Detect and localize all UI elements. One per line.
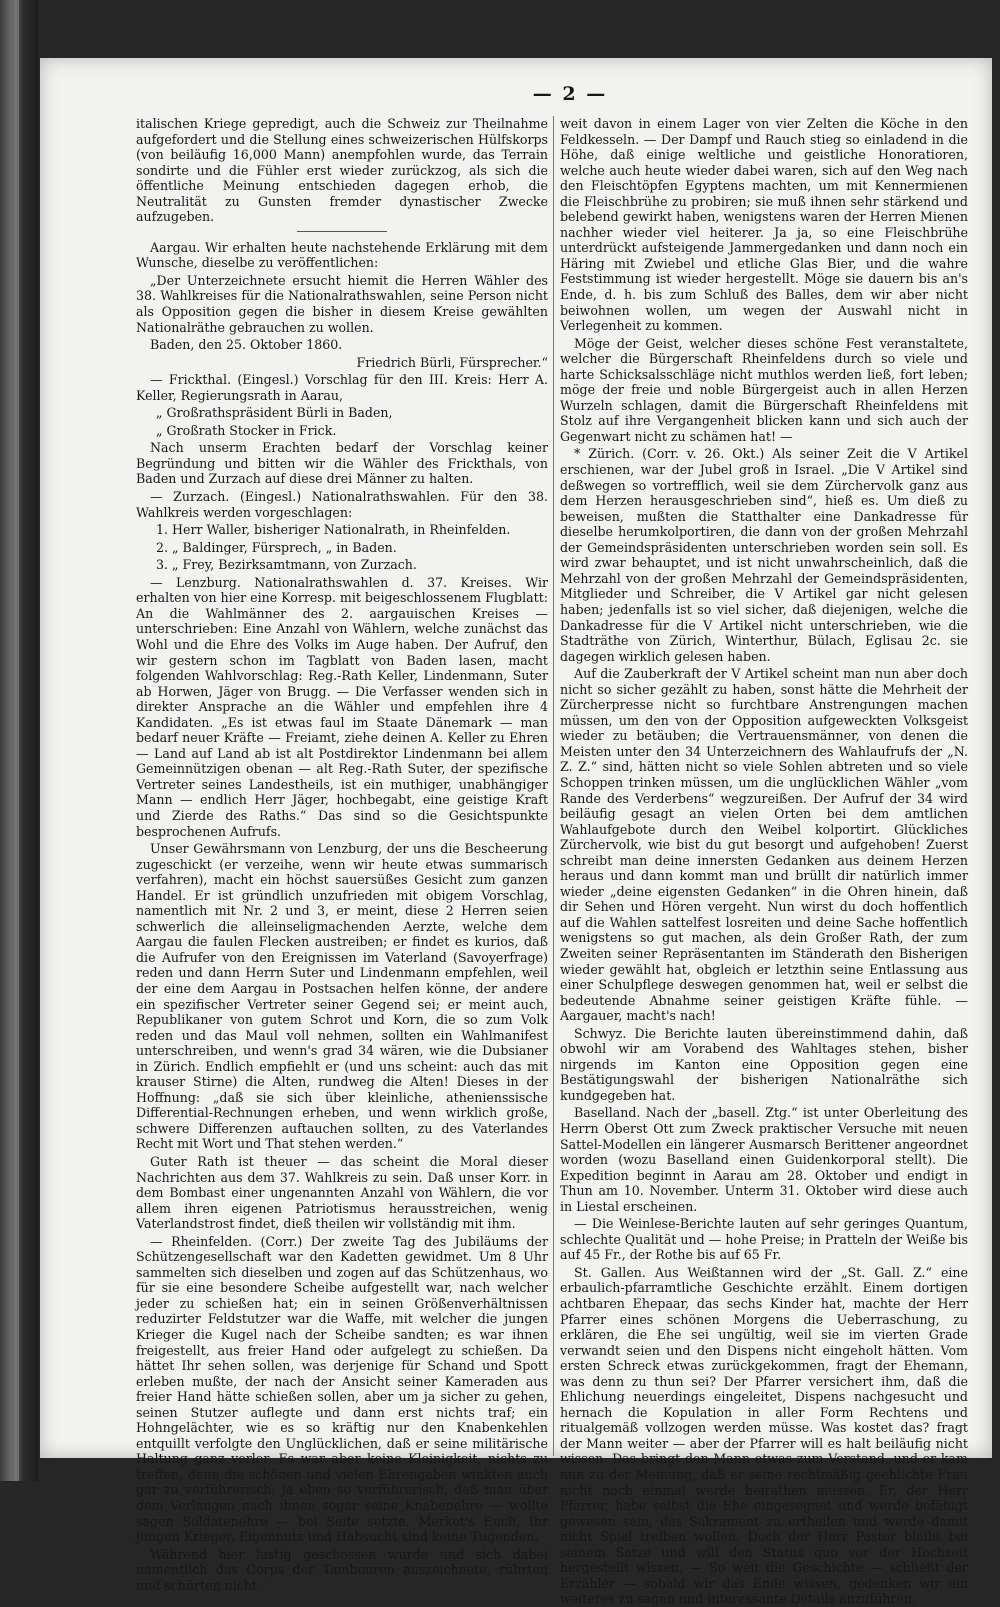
paragraph: Schwyz. Die Berichte lauten übereinstimmend dahin, daß obwohl wir am Vorabend des Wahltages stehen, bisher nirgends im Kanton eine Opposition gegen eine Bestätigungswahl der bisherigen Nationalräthe sich kundgegeben hat. [560, 1025, 968, 1103]
signature-line: Friedrich Bürli, Fürsprecher.“ [356, 354, 548, 370]
paragraph: * Zürich. (Corr. v. 26. Okt.) Als seiner Zeit die V Artikel erschienen, war der Jubel groß in Israel. „Die V Artikel sind deßwegen so vortrefflich, weil sie dem Zürchervolk ganz aus dem Herzen herausgeschrieben sind“, hieß es. Um dieß zu beweisen, mußten die Statthalter eine Dankadresse für dieselbe herumkolportiren, die dann von der großen Mehrzahl der Gemeindspräsidenten unterschrieben worden sein soll. Es wird zwar behauptet, und ist nicht unwahrscheinlich, daß die Mehrzahl von der großen Mehrzahl der Gemeindspräsidenten, Mitglieder und Schreiber, die V Artikel gar nicht gelesen haben; jedenfalls ist so viel sicher, daß diejenigen, welche die Dankadresse für die V Artikel nicht unterschrieben, wie die Stadträthe von Zürich, Winterthur, Bülach, Eglisau 2c. sie dagegen wirklich gelesen haben. [560, 446, 968, 664]
paragraph: Während hier lustig geschossen wurde und sich dabei namentlich das Corps der Tambouren auszeichnete, rührten und schürten nicht [136, 1546, 548, 1593]
paragraph: — Frickthal. (Eingesl.) Vorschlag für den III. Kreis: Herr A. Keller, Regierungsrath in Aarau, [136, 372, 548, 403]
paragraph: Baselland. Nach der „basell. Ztg.“ ist unter Oberleitung des Herrn Oberst Ott zum Zweck praktischer Versuche mit neuen Sattel-Modellen ein längerer Ausmarsch Berittener angeordnet worden (wozu Baselland einen Guidenkorporal stellt). Die Expedition beginnt in Aarau am 28. Oktober und endigt in Thun am 10. November. Unterm 31. Oktober wird diese auch in Liestal erscheinen. [560, 1105, 968, 1214]
paragraph: Baden, den 25. Oktober 1860. [150, 337, 343, 353]
column-rule [553, 116, 554, 1456]
paragraph: Aargau. Wir erhalten heute nachstehende Erklärung mit dem Wunsche, dieselbe zu veröffentlichen: [136, 239, 548, 271]
list-item: „ Großrath Stocker in Frick. [156, 422, 337, 438]
paragraph: „Der Unterzeichnete ersucht hiemit die Herren Wähler des 38. Wahlkreises für die Nationalrathswahlen, seine Person nicht als Opposition gegen die bisher in diesem Kreise gewählten Nationalräthe gebrauchen zu wollen. [136, 272, 548, 335]
paragraph: Auf die Zauberkraft der V Artikel scheint man nun aber doch nicht so sicher gezählt zu haben, sonst hätte die Mehrheit der Zürcherpresse nicht so furchtbare Anstrengungen machen müssen, um den von der Opposition aufgeweckten Volksgeist wieder zu betäuben; die Vertrauensmänner, von denen die Meisten unter den 34 Unterzeichnern des Wahlaufrufs der „N. Z. Z.“ sind, hätten nicht so viele Sohlen abtreten und so viele Schoppen trinken müssen, um die unglücklichen Wähler „vom Rande des Verderbens“ wegzureißen. Der Aufruf der 34 wird beiläufig gesagt an vielen Orten bei dem amtlichen Wahlaufgebote durch den Weibel kolportirt. Glückliches Zürchervolk, wie bist du gut besorgt und aufgehoben! Zuerst schreibt man deine innersten Gedanken aus deinem Herzen heraus und dann kommt man und brüllt dir natürlich immer wieder „deine eigensten Gedanken“ in die Ohren hinein, daß dir Sehen und Hören vergeht. Nun wirst du doch hoffentlich auf die Wahlen sattelfest losreiten und deine Sache hoffentlich wenigstens so gut machen, als dein Großer Rath, der zum Zweiten seiner Repräsentanten im Ständerath den Bisherigen wieder gewählt hat, obgleich er letzthin seine Entlassung aus einer Schulpflege deswegen genommen hat, weil er selbst die bedeutende Abnahme seiner geistigen Kräfte fühle. — Aargauer, macht's nach! [560, 666, 968, 1024]
paragraph: weit davon in einem Lager von vier Zelten die Köche in den Feldkesseln. — Der Dampf und Rauch stieg so einladend in die Höhe, daß einige weltliche und geistliche Honoratioren, welche auch heute wieder dabei waren, sich auf den Weg nach den Fleischtöpfen Egyptens machten, um mit Kennermienen die Fleischbrühe zu probiren; sie muß ihnen sehr stärkend und belebend gewirkt haben, wenigstens waren der Herren Mienen nachher wieder viel heiterer. Ja ja, so eine Fleischbrühe unterdrückt aufsteigende Jammergedanken und dann noch ein Häring mit Zwiebel und etliche Glas Bier, und die wahre Feststimmung ist wieder hergestellt. Möge sie dauern bis an's Ende, d. h. bis zum Schluß des Balles, dem wir aber nicht beiwohnen wollen, um wegen der Auswahl nicht in Verlegenheit zu kommen. [560, 116, 968, 334]
list-item: „ Großrathspräsident Bürli in Baden, [156, 405, 393, 421]
list-item: 2. „ Baldinger, Fürsprech, „ in Baden. [156, 539, 397, 555]
paragraph: Nach unserm Erachten bedarf der Vorschlag keiner Begründung und bitten wir die Wähler des Frickthals, von Baden und Zurzach auf diese drei Männer zu halten. [136, 440, 548, 487]
paragraph: — Lenzburg. Nationalrathswahlen d. 37. Kreises. Wir erhalten von hier eine Korresp. mit beigeschlossenem Flugblatt: An die Wahlmänner des 2. aargauischen Kreises — unterschrieben: Eine Anzahl von Wählern, welche zunächst das Wohl und die Ehre des Volks im Auge haben. Der Aufruf, den wir gestern schon im Tagblatt von Baden lasen, macht folgenden Wahlvorschlag: Reg.-Rath Keller, Lindenmann, Suter ab Horwen, Jäger von Brugg. — Die Verfasser wenden sich in direkter Ansprache an die Wähler und empfehlen ihre 4 Kandidaten. „Es ist etwas faul im Staate Dänemark — man bedarf neuer Kräfte — Freiamt, ziehe deinen A. Keller zu Ehren — Land auf Land ab ist alt Postdirektor Lindenmann bei allem Gemeinnützigen obenan — alt Reg.-Rath Suter, der spezifische Vertreter seines Landestheils, ist ein muthiger, unabhängiger Mann — endlich Herr Jäger, hochbegabt, eine geistige Kraft und Zierde des Raths.“ Das sind so die Gesichtspunkte besprochenen Aufrufs. [136, 574, 549, 839]
paragraph: — Zurzach. (Eingesl.) Nationalrathswahlen. Für den 38. Wahlkreis werden vorgeschlagen: [136, 489, 548, 520]
article-separator [297, 231, 387, 232]
right-column [560, 116, 968, 1607]
paragraph: Unser Gewährsmann von Lenzburg, der uns die Bescheerung zugeschickt (er verzeihe, wenn wir heute etwas summarisch verfahren), macht ein höchst sauersüßes Gesicht zum ganzen Handel. Er ist gründlich unzufrieden mit obigem Vorschlag, namentlich mit Nr. 2 und 3, er meint, diese 2 Herren seien schwerlich die alleinseligmachenden Aerzte, welche dem Aargau die faulen Flecken austreiben; er findet es kurios, daß die Aufrufer von den Ereignissen im Vaterland (Savoyerfrage) reden und dann Herrn Suter und Lindenmann empfehlen, weil der eine dem Aargau in Postsachen helfen könne, der andere ein spezifischer Vertreter seiner Gegend sei; er meint auch, Republikaner von gutem Schrot und Korn, die so zum Volk reden und das Maul voll nehmen, sollten ein Wahlmanifest unterschreiben, und wenn's grad 34 wären, wie die Dubsianer in Zürich. Endlich empfiehlt er (und uns scheint: auch das mit krauser Stirne) die Alten, rundweg die Alten! Dieses in der Hoffnung: „daß sie sich über kleinliche, athenienssische Differential-Rechnungen erheben, und wenn wirklich große, schwere Differenzen auftauchen sollten, zu des Vaterlandes Recht mit Wort und That stehen werden.“ [136, 841, 548, 1152]
paragraph: — Die Weinlese-Berichte lauten auf sehr geringes Quantum, schlechte Qualität und — hohe Preise; in Pratteln der Weiße bis auf 45 Fr., der Rothe bis auf 65 Fr. [560, 1216, 968, 1263]
list-item: 3. „ Frey, Bezirksamtmann, von Zurzach. [156, 557, 417, 573]
page-number: — 2 — [532, 83, 608, 105]
paragraph: italischen Kriege gepredigt, auch die Schweiz zur Theilnahme aufgefordert und die Stellung eines schweizerischen Hülfskorps (von beiläufig 16,000 Mann) anempfohlen wurde, das Terrain sondirte und die Fühler erst wieder zurückzog, als sich die öffentliche Meinung entschieden dagegen erhob, die Neutralität zu Gunsten fremder dynastischer Zwecke aufzugeben. [136, 116, 548, 225]
paragraph: Guter Rath ist theuer — das scheint die Moral dieser Nachrichten aus dem 37. Wahlkreis zu sein. Daß unser Korr. in dem Bombast einer ungenannten Anzahl von Wählern, die vor allem ihren eigenen Patriotismus herausstreichen, wenig Vaterlandstrost findet, dieß theilen wir vollständig mit ihm. [136, 1154, 548, 1232]
scan-border [0, 0, 38, 1481]
paragraph: Möge der Geist, welcher dieses schöne Fest veranstaltete, welcher die Bürgerschaft Rheinfeldens durch so viele und harte Schicksalsschläge nicht muthlos werden ließ, fort leben; möge der freie und noble Bürgergeist auch in allen Herzen Wurzeln schlagen, damit die Bürgerschaft Rheinfeldens mit Stolz auf ihre Vergangenheit blicken kann und sich auch der Gegenwart nicht zu schämen hat! — [560, 335, 968, 444]
paragraph: St. Gallen. Aus Weißtannen wird der „St. Gall. Z.“ eine erbaulich-pfarramtliche Geschichte erzählt. Einem dortigen achtbaren Ehepaar, das sechs Kinder hat, machte der Herr Pfarrer eines schönen Morgens die Ueberraschung, zu erklären, die Ehe sei ungültig, weil sie im vierten Grade verwandt seien und den Dispens nicht eingeholt hätten. Vom ersten Schreck etwas zurückgekommen, fragt der Ehemann, was denn zu thun sei? Der Pfarrer versichert ihm, daß die Ehlichung neuerdings eingeleitet, Dispens nachgesucht und hernach die Kopulation in aller Form Rechtens und ritualgemäß vollzogen werden müsse. Was kostet das? fragt der Mann weiter — aber der Pfarrer will es halt beiläufig nicht wissen. Das bringt den Mann etwas zum Verstand, und er kam nun zu der Meinung, daß er seine rechtmäßig geehlichte Frau nicht noch einmal werde heirathen müssen. Er, der Herr Pfarrer, habe selbst die Ehe eingesegnet und werde befähigt gewesen sein, das Sakrament zu ertheilen und werde damit nicht Spiel treiben wollen. Doch der Herr Pastor bleibt bei seinem Satze und will den Status quo vor der Hochzeit hergestellt wissen. — So weit die Geschichte — schließt der Erzähler — sobald wir das Ende wissen, gedenken wir ein weiteres zu sagen und interessante Details anzuführen. [560, 1264, 968, 1607]
newspaper-page [40, 58, 992, 1607]
scan-border-stripe [14, 0, 19, 1481]
left-column [136, 116, 549, 1593]
paragraph: — Rheinfelden. (Corr.) Der zweite Tag des Jubiläums der Schützengesellschaft war den Kadetten gewidmet. Um 8 Uhr sammelten sich dieselben und zogen auf das Schützenhaus, wo für sie eine besondere Scheibe aufgestellt war, nach welcher jeder zu schießen hat; ein in seinen Größenverhältnissen reduzirter Feldstutzer war die Waffe, mit welcher die jungen Krieger die Kugel nach der Scheibe sandten; es war ihnen freigestellt, aus freier Hand oder aufgelegt zu schießen. Da hättet Ihr sehen sollen, was derjenige für Schand und Spott erleben mußte, der nach der Ansicht seiner Kameraden aus freier Hand hätte schießen sollen, aber um ja sicher zu gehen, seinen Stutzer auflegte und dann erst nichts traf; ein Hohngelächter, wie es so kräftig nur den Knabenkehlen entquillt verfolgte den Unglücklichen, daß er seine militärische Haltung ganz verlor. Es war aber keine Kleinigkeit, nichts zu treffen, denn die schönen und vielen Ehrengaben winkten auch gar zu verführerisch; ja eben so verführerisch, daß man über dem Verlangen nach ihnen sogar seine Knabenehre — wollte sagen Soldatenehre — bei Seite setzte. Merket's Euch, Ihr jungen Krieger, Eigennutz und Habsucht sind keine Tugenden. [136, 1233, 548, 1545]
list-item: 1. Herr Waller, bisheriger Nationalrath, in Rheinfelden. [156, 522, 511, 538]
